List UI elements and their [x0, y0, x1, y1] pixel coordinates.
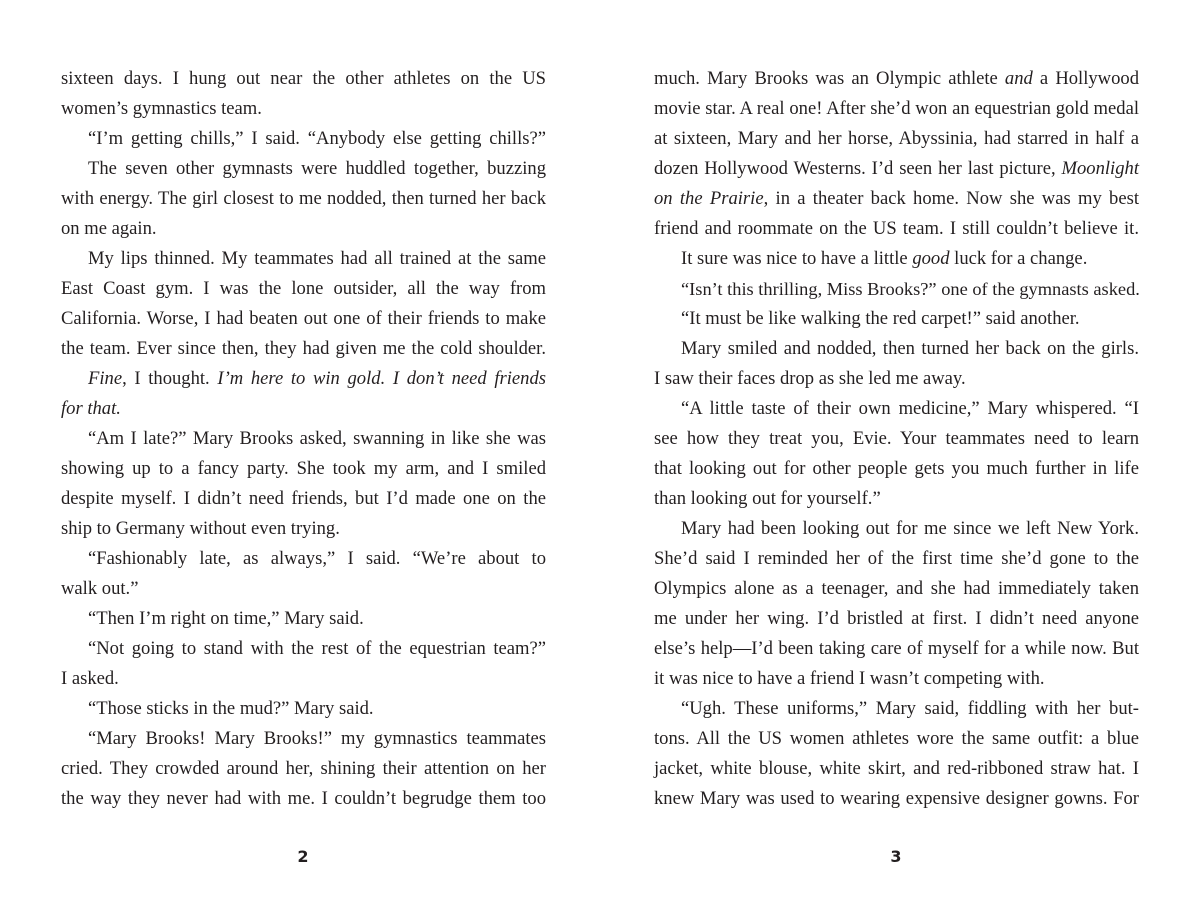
- text-line: “Fashionably late, as always,” I said. “We’re about to: [88, 548, 546, 569]
- text-line: despite myself. I didn’t need friends, but I’d made one on the: [61, 488, 546, 509]
- right-page: [654, 64, 1139, 814]
- italic-text: good: [912, 248, 950, 269]
- text-line: “Those sticks in the mud?” Mary said.: [88, 698, 374, 719]
- text-line: jacket, white blouse, white skirt, and red-ribboned straw hat. I: [654, 758, 1139, 779]
- italic-text: and: [1004, 68, 1033, 89]
- text-run: luck for a change.: [949, 248, 1088, 269]
- text-line: East Coast gym. I was the lone outsider, all the way from: [61, 278, 546, 299]
- text-run: , I thought.: [122, 368, 218, 389]
- italic-text: I’m here to win gold. I don’t need friends: [217, 368, 546, 389]
- text-line: the team. Ever since then, they had given me the cold shoulder.: [61, 338, 546, 359]
- text-line: knew Mary was used to wearing expensive designer gowns. For: [654, 788, 1139, 809]
- text-line: the way they never had with me. I couldn’t begrudge them too: [61, 788, 546, 809]
- text-line: [654, 244, 1139, 274]
- text-line: me under her wing. I’d bristled at first. I didn’t need anyone: [654, 608, 1139, 629]
- text-run: , in a theater back home. Now she was my best: [763, 188, 1139, 209]
- text-line: at sixteen, Mary and her horse, Abyssinia, had starred in half a: [654, 128, 1139, 149]
- page-number: 2: [297, 847, 309, 866]
- text-run: It sure was nice to have a little: [681, 248, 913, 269]
- italic-text: for that.: [61, 398, 121, 419]
- text-line: “It must be like walking the red carpet!” said another.: [681, 308, 1080, 329]
- text-line: [61, 394, 546, 424]
- text-line: [654, 154, 1139, 184]
- text-line: with energy. The girl closest to me nodded, then turned her back: [61, 188, 546, 209]
- text-line: “Then I’m right on time,” Mary said.: [88, 608, 364, 629]
- text-run: a Hollywood: [1032, 68, 1139, 89]
- text-line: friend and roommate on the US team. I still couldn’t believe it.: [654, 218, 1139, 239]
- text-line: The seven other gymnasts were huddled together, buzzing: [88, 158, 546, 179]
- text-line: walk out.”: [61, 578, 139, 599]
- text-line: “Am I late?” Mary Brooks asked, swanning in like she was: [88, 428, 546, 449]
- text-line: cried. They crowded around her, shining their attention on her: [61, 758, 546, 779]
- text-line: else’s help—I’d been taking care of myself for a while now. But: [654, 638, 1139, 659]
- text-line: than looking out for yourself.”: [654, 488, 881, 509]
- text-line: [654, 64, 1139, 94]
- italic-text: Fine: [88, 368, 123, 389]
- text-line: sixteen days. I hung out near the other athletes on the US: [61, 68, 546, 89]
- text-line: “Ugh. These uniforms,” Mary said, fiddling with her but-: [681, 698, 1139, 719]
- text-line: Mary smiled and nodded, then turned her back on the girls.: [681, 338, 1139, 359]
- page-number: 3: [890, 847, 902, 866]
- text-line: showing up to a fancy party. She took my arm, and I smiled: [61, 458, 546, 479]
- text-run: much. Mary Brooks was an Olympic athlete: [654, 68, 1005, 89]
- text-line: “Mary Brooks! Mary Brooks!” my gymnastics teammates: [88, 728, 546, 749]
- text-line: women’s gymnastics team.: [61, 98, 262, 119]
- text-line: movie star. A real one! After she’d won an equestrian gold medal: [654, 98, 1139, 119]
- text-line: “Isn’t this thrilling, Miss Brooks?” one of the gymnasts asked.: [681, 279, 1140, 299]
- text-line: Mary had been looking out for me since we left New York.: [681, 518, 1139, 539]
- text-line: She’d said I reminded her of the first time she’d gone to the: [654, 548, 1139, 569]
- text-line: “Not going to stand with the rest of the equestrian team?”: [88, 638, 546, 659]
- text-line: I saw their faces drop as she led me away.: [654, 368, 966, 389]
- text-run: dozen Hollywood Westerns. I’d seen her last picture,: [654, 158, 1062, 179]
- text-line: My lips thinned. My teammates had all trained at the same: [88, 248, 546, 269]
- text-line: [654, 184, 1139, 214]
- text-line: it was nice to have a friend I wasn’t competing with.: [654, 668, 1045, 689]
- text-line: ship to Germany without even trying.: [61, 518, 340, 539]
- italic-text: on the Prairie: [654, 188, 764, 209]
- text-line: on me again.: [61, 218, 157, 239]
- text-line: [61, 364, 546, 394]
- text-line: “I’m getting chills,” I said. “Anybody else getting chills?”: [88, 128, 546, 149]
- text-line: tons. All the US women athletes wore the same outfit: a blue: [654, 728, 1139, 749]
- text-line: Olympics alone as a teenager, and she had immediately taken: [654, 578, 1139, 599]
- text-line: I asked.: [61, 668, 119, 689]
- left-page: [61, 64, 546, 814]
- text-line: that looking out for other people gets you much further in life: [654, 458, 1139, 479]
- text-line: California. Worse, I had beaten out one of their friends to make: [61, 308, 546, 329]
- text-line: see how they treat you, Evie. Your teammates need to learn: [654, 428, 1139, 449]
- italic-text: Moonlight: [1061, 158, 1139, 179]
- text-line: “A little taste of their own medicine,” Mary whispered. “I: [681, 398, 1139, 419]
